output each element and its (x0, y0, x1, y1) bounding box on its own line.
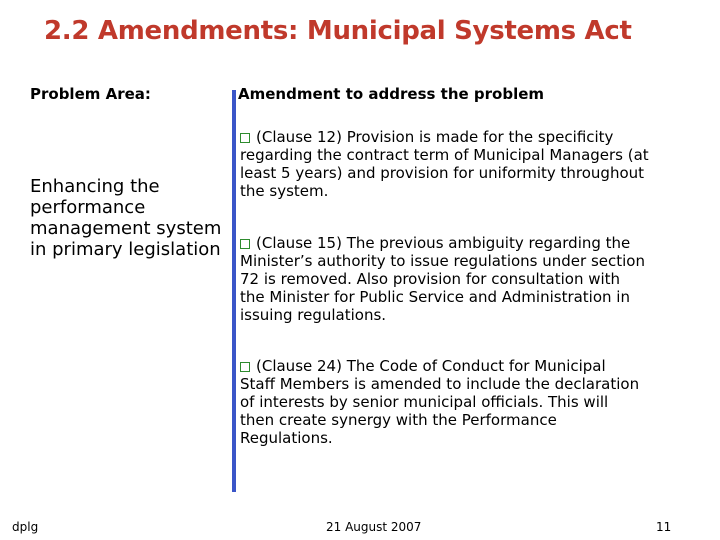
problem-area-header: Problem Area: (30, 85, 151, 103)
column-divider (232, 90, 236, 492)
amendment-line: Minister’s authority to issue regulations under section (240, 252, 645, 270)
amendment-line: least 5 years) and provision for uniformity throughout (240, 164, 645, 182)
checkbox-bullet-icon (240, 133, 250, 143)
amendment-line: (Clause 24) The Code of Conduct for Municipal (256, 357, 606, 375)
problem-line: in primary legislation (30, 239, 221, 260)
amendment-line: Regulations. (240, 429, 333, 447)
amendment-line: (Clause 12) Provision is made for the specificity (256, 128, 614, 146)
amendment-line: 72 is removed. Also provision for consultation with (240, 270, 621, 288)
amendment-item-clause-15 (240, 234, 710, 324)
problem-line: Enhancing the (30, 176, 160, 197)
problem-line: management system (30, 218, 222, 239)
amendment-line: issuing regulations. (240, 306, 387, 324)
footer-page-number: 11 (656, 520, 672, 534)
checkbox-bullet-icon (240, 362, 250, 372)
amendment-header: Amendment to address the problem (238, 85, 545, 103)
amendment-line: of interests by senior municipal officials. This will (240, 393, 609, 411)
amendment-line: the Minister for Public Service and Administration in (240, 288, 630, 306)
slide-title: 2.2 Amendments: Municipal Systems Act (44, 16, 632, 46)
problem-line: performance (30, 197, 146, 218)
problem-area-text (30, 176, 221, 260)
amendment-line: regarding the contract term of Municipal Managers (at (240, 146, 649, 164)
checkbox-bullet-icon (240, 239, 250, 249)
amendment-item-clause-24 (240, 357, 710, 447)
footer-org: dplg (12, 520, 39, 534)
footer-date: 21 August 2007 (326, 520, 422, 534)
amendment-line: then create synergy with the Performance (240, 411, 557, 429)
amendment-line: (Clause 15) The previous ambiguity regarding the (256, 234, 631, 252)
amendment-item-clause-12 (240, 128, 710, 200)
amendment-line: Staff Members is amended to include the declaration (240, 375, 640, 393)
amendment-line: the system. (240, 182, 329, 200)
